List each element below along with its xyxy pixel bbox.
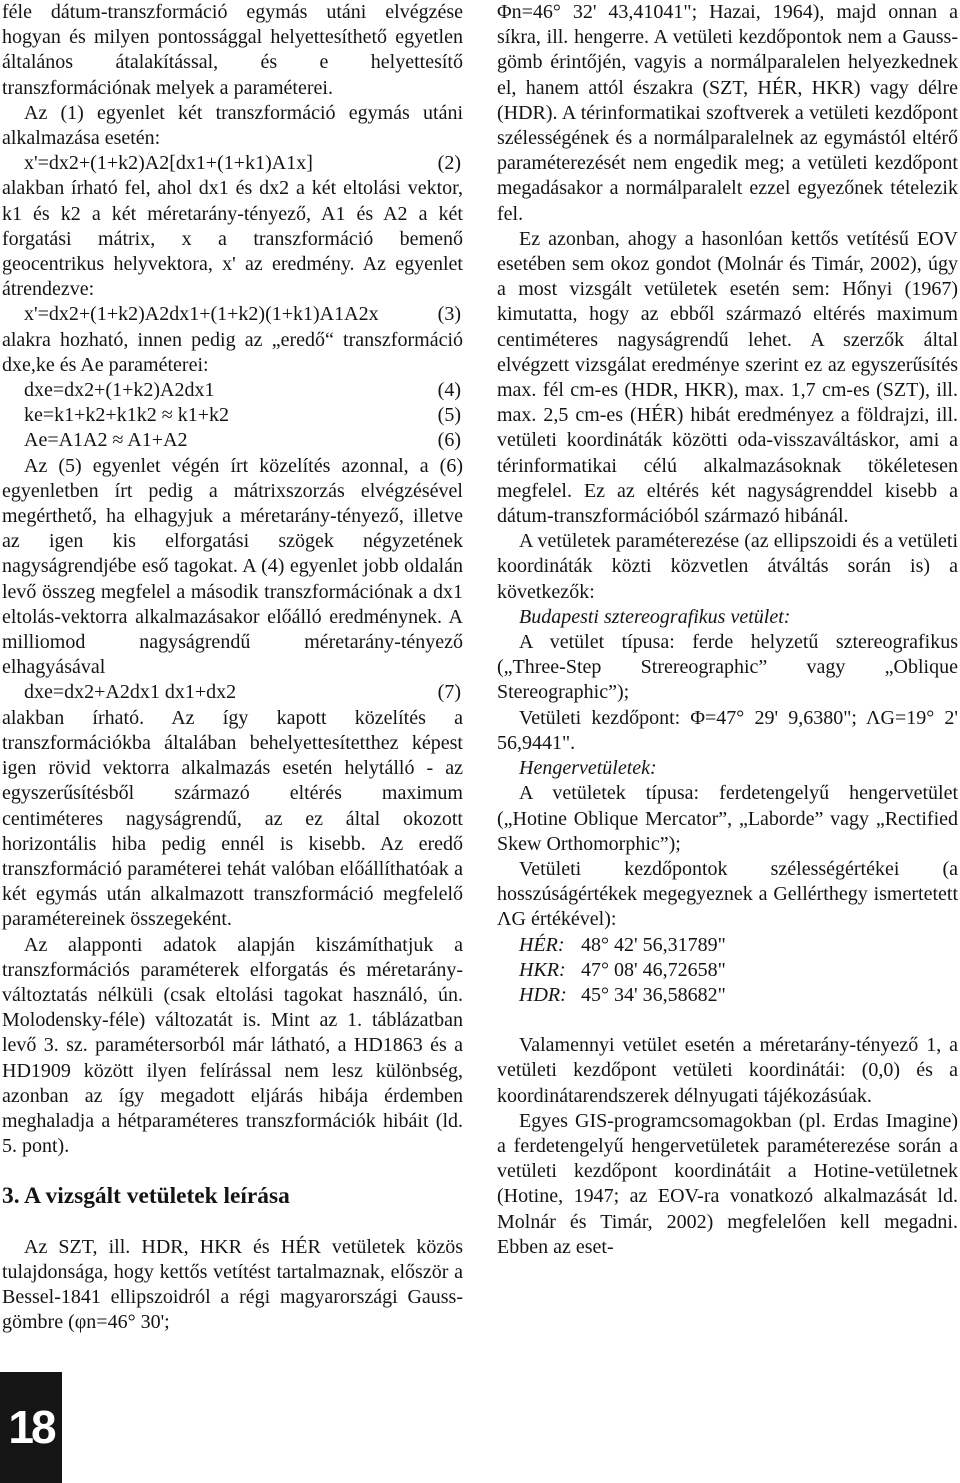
left-column: [2, 0, 463, 1335]
equation-4: [2, 378, 463, 403]
coordinate-row: [497, 933, 958, 958]
paragraph-projection-common: Az SZT, ill. HDR, HKR és HÉR vetületek közös tulajdonsága, hogy kettős vetítést tartalmaznak, először a Bessel-1841 ellipszoidról a régi magyarországi Gauss-gömbre (φn=46° 30';: [2, 1235, 463, 1334]
coordinate-value: 48° 42' 56,31789": [581, 933, 726, 956]
coordinate-row: [497, 958, 958, 983]
right-column: [497, 0, 958, 1260]
equation-6-body: Ae=A1A2 ≈ A1+A2: [24, 429, 188, 452]
paragraph-eov-comparison: Ez azonban, ahogy a hasonlóan kettős vetítésű EOV esetében sem okoz gondot (Molnár és Timár, 2002), úgy a most vizsgált vetületek esetén sem: Hőnyi (1967) kimutatta, hogy az ebből származó eltérés maximum centiméteres nagyságrendű lehet. A szerzők által elvégzett vizsgálat eredménye szerint ez az egyszerűsítés max. fél cm-es (HDR, HKR), max. 1,7 cm-es (SZT), ill. max. 2,5 cm-es (HÉR) hibát eredményez a földrajzi, ill. vetületi koordináták közötti oda-visszaváltáskor, ami a térinformatikai célú alkalmazásoknak tökéletesen megfelel. Ez az eltérés két nagyságrenddel kisebb a dátum-transzformációból származó hibánál.: [497, 227, 958, 528]
equation-2-body: x'=dx2+(1+k2)A2[dx1+(1+k1)A1x]: [24, 152, 313, 175]
equation-5-body: ke=k1+k2+k1k2 ≈ k1+k2: [24, 404, 229, 427]
paragraph-intro: féle dátum-transzformáció egymás utáni elvégzése hogyan és milyen pontossággal helyettesíthető egyetlen általános átalakítással, és e helyettesítő transzformációnak melyek a paraméterei.: [2, 1, 463, 99]
equation-5-number: (5): [437, 404, 461, 427]
equation-6: [2, 428, 463, 453]
equation-3-number: (3): [437, 303, 461, 326]
coordinate-label: HKR:: [519, 958, 566, 981]
coordinate-label: HDR:: [519, 983, 567, 1006]
paragraph-stereographic-origin: Vetületi kezdőpont: Φ=47° 29' 9,6380"; ΛG=19° 2' 56,9441".: [497, 706, 958, 754]
equation-5: [2, 403, 463, 428]
paragraph-two-transforms: Az (1) egyenlet két transzformáció egymás utáni alkalmazása esetén:: [2, 101, 463, 150]
equation-2-number: (2): [437, 152, 461, 175]
equation-3-body: x'=dx2+(1+k2)A2dx1+(1+k2)(1+k1)A1A2x: [24, 303, 379, 326]
subheading-stereographic: Budapesti sztereografikus vetület:: [519, 605, 791, 628]
equation-2: [2, 151, 463, 176]
page-number: 18: [0, 1372, 62, 1483]
paragraph-molodensky: Az alapponti adatok alapján kiszámíthatjuk a transzformációs paraméterek elforgatás és méretarány-változtatás nélküli (csak eltolási tagokat használó, ún. Molodensky-féle) változatát is. Mint az 1. táblázatban levő 3. sz. paramétersorból már látható, a HD1863 és a HD1909 között ilyen felírással nem lesz különbség, azonban az így megadott eljárás hibája érdemben meghaladja a hétparaméteres transzformációk hibáit (ld. 5. pont).: [2, 933, 463, 1158]
equation-3: [2, 302, 463, 327]
paragraph-resulting-params: alakra hozható, innen pedig az „eredő“ transzformáció dxe,ke és Ae paraméterei:: [2, 328, 463, 376]
equation-4-number: (4): [437, 379, 461, 402]
section-heading: 3. A vizsgált vetületek leírása: [2, 1183, 290, 1210]
coordinate-value: 45° 34' 36,58682": [581, 983, 726, 1006]
coordinate-row: [497, 983, 958, 1008]
paragraph-stereographic-type: A vetület típusa: ferde helyzetű sztereografikus („Three-Step Strereographic” vagy „Oblique Stereographic”);: [497, 631, 958, 704]
equation-6-number: (6): [437, 429, 461, 452]
equation-7-number: (7): [437, 681, 461, 704]
paragraph-variables: alakban írható fel, ahol dx1 és dx2 a két eltolási vektor, k1 és k2 a két méretarány-tényező, A1 és A2 a két forgatási mátrix, x a transzformáció bemenő geocentrikus helyvektora, x' az eredmény. Az egyenlet átrendezve:: [2, 177, 463, 301]
paragraph-approximation: Az (5) egyenlet végén írt közelítés azonnal, a (6) egyenletben írt pedig a mátrixszorzás elvégzésével megérthető, ha elhagyjuk a méretarány-tényező, illetve az igen kis elforgatási szögek négyzetének nagyságrendjébe eső tagokat. A (4) egyenlet jobb oldalán levő összeg megfelel a második transzformációnak a dx1 eltolás-vektorra alkalmazásakor előálló eredménynek. A milliomod nagyságrendű méretarány-tényező elhagyásával: [2, 454, 463, 679]
paragraph-scale-factor: Valamennyi vetület esetén a méretarány-tényező 1, a vetületi kezdőpont vetületi koordinátái: (0,0) és a koordinátarendszerek délnyugati tájékozásúak.: [497, 1034, 958, 1107]
paragraph-origin-offset: Φn=46° 32' 43,41041"; Hazai, 1964), majd onnan a síkra, ill. hengerre. A vetületi kezdőpontok nem a Gauss-gömb érintőjén, vagyis a normálparalelen helyezkednek el, hanem attól északra (SZT, HÉR, HKR) vagy délre (HDR). A térinformatikai szoftverek a vetületi kezdőpont szélességének és a normálparalelnek az egymástól eltérő paraméterezését nem engedik meg; a vetületi kezdőpont megadásakor a normálparalelt ezzel egyezőnek tételezik fel.: [497, 1, 958, 225]
equation-4-body: dxe=dx2+(1+k2)A2dx1: [24, 379, 215, 402]
paragraph-origin-latitudes: Vetületi kezdőpontok szélességértékei (a hosszúságértékek megegyeznek a Gellérthegy ismertetett ΛG értékével):: [497, 857, 958, 931]
coordinate-label: HÉR:: [519, 933, 565, 956]
paragraph-approximation-result: alakban írható. Az így kapott közelítés a transzformációkba általában behelyettesítetthez képest igen rövid vektorra alkalmazás esetén helytálló - az egyszerűsítésből származó eltérés maximum centiméteres nagyságrendű, az ez által okozott horizontális hiba pedig ennél is kisebb. Az eredő transzformáció paraméterei tehát valóban előállíthatóak a két egymás után alkalmazott transzformáció megfelelő paramétereinek összegeként.: [2, 706, 463, 931]
paragraph-gis-software: Egyes GIS-programcsomagokban (pl. Erdas Imagine) a ferdetengelyű hengervetületek paraméterezése során a vetületi kezdőpont koordinátáit a Hotine-vetületnek (Hotine, 1947; az EOV-ra vonatkozó alkalmazását ld. Molnár és Timár, 2002) megfelelően kell megadni. Ebben az eset-: [497, 1109, 958, 1258]
paragraph-parameterization: A vetületek paraméterezése (az ellipszoidi és a vetületi koordináták közti közvetlen átváltás során is) a következők:: [497, 530, 958, 603]
equation-7: [2, 680, 463, 705]
subheading-cylindrical: Hengervetületek:: [519, 757, 657, 780]
paragraph-cylindrical-type: A vetületek típusa: ferdetengelyű hengervetület („Hotine Oblique Mercator”, „Laborde” vagy „Rectified Skew Orthomorphic”);: [497, 782, 958, 855]
coordinate-value: 47° 08' 46,72658": [581, 958, 726, 981]
equation-7-body: dxe=dx2+A2dx1 dx1+dx2: [24, 681, 237, 704]
